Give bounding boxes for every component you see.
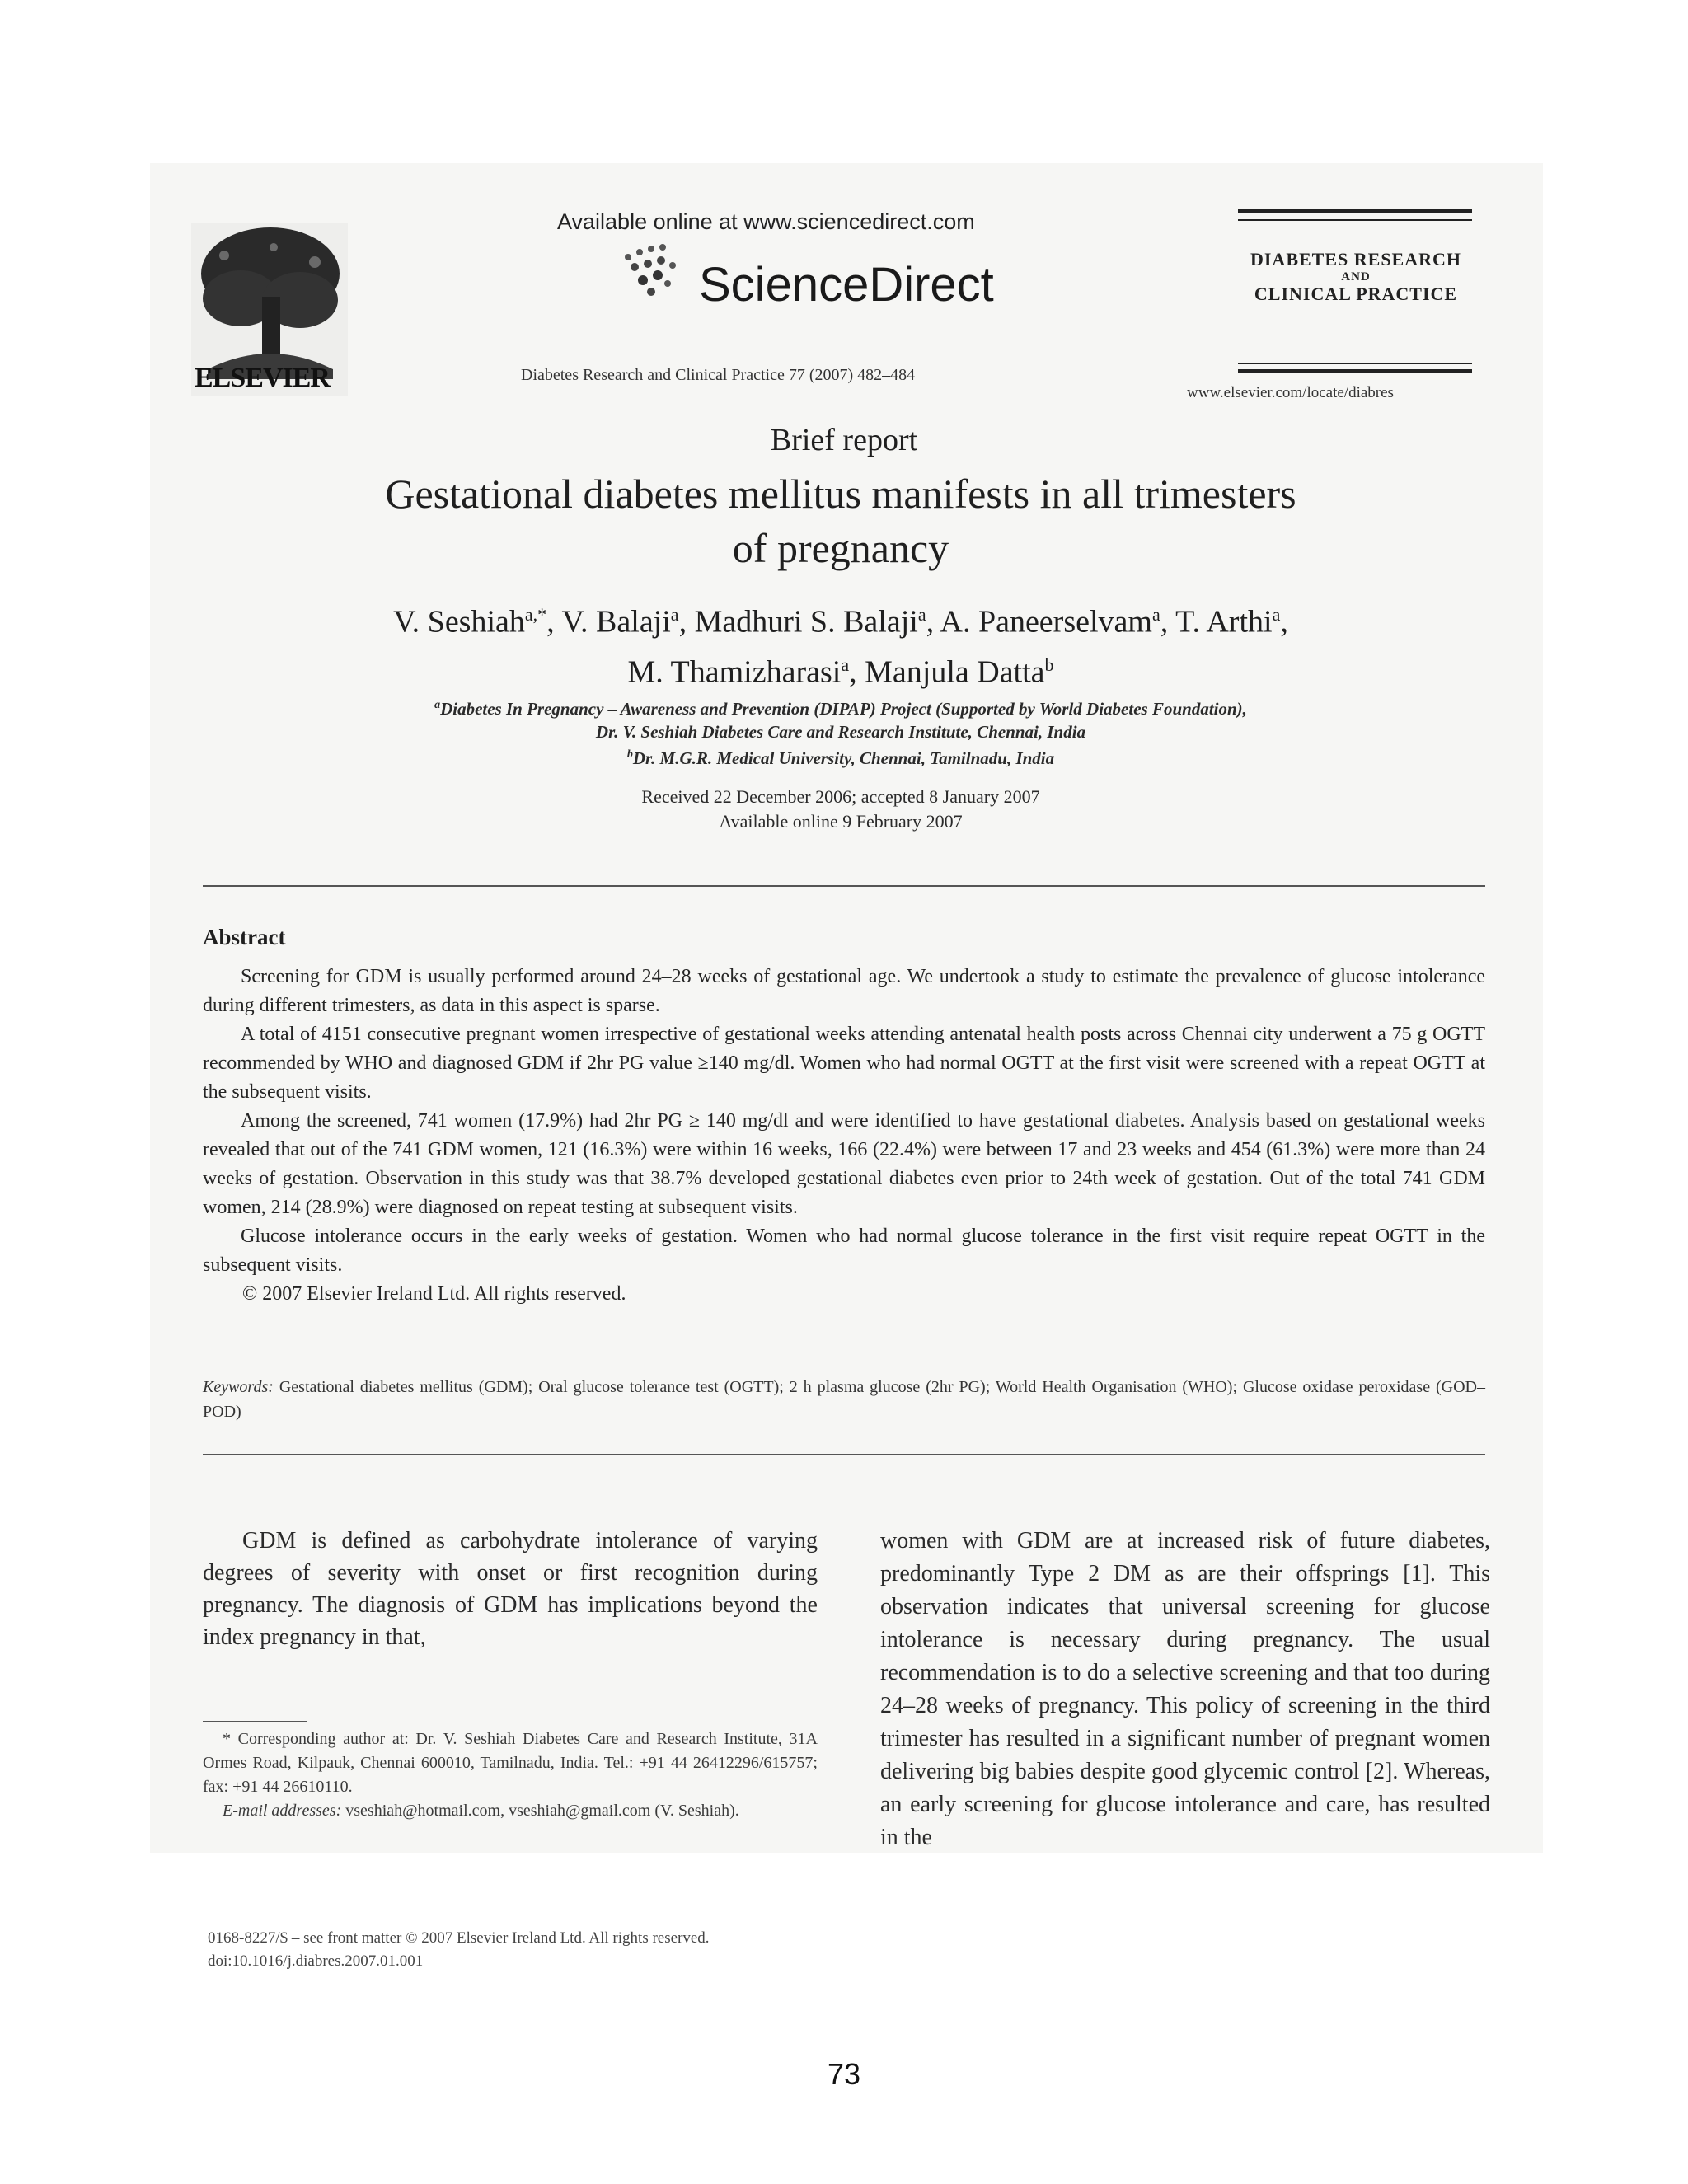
issn-line: 0168-8227/$ – see front matter © 2007 Elsevier Ireland Ltd. All rights reserved. <box>208 1929 710 1947</box>
journal-citation: Diabetes Research and Clinical Practice 77 (2007) 482–484 <box>521 366 916 384</box>
journal-badge-line2: AND <box>1341 270 1371 284</box>
keywords-label: Keywords: <box>203 1378 274 1396</box>
journal-badge <box>1236 249 1475 305</box>
journal-url: www.elsevier.com/locate/diabres <box>1187 384 1394 401</box>
affiliation-a-line-2: Dr. V. Seshiah Diabetes Care and Research Institute, Chennai, India <box>595 722 1086 742</box>
received-date: Received 22 December 2006; accepted 8 January 2007 <box>641 786 1040 807</box>
title-line-2: of pregnancy <box>732 525 950 571</box>
author-name: M. Thamizharasi <box>627 654 842 690</box>
abstract-paragraph: Glucose intolerance occurs in the early weeks of gestation. Women who had normal glucose tolerance in the first visit require repeat OGTT in the subsequent visits. <box>203 1226 1485 1276</box>
author-name: V. Balaji <box>561 604 671 640</box>
article-type: Brief report <box>770 423 918 457</box>
abstract-paragraph: Among the screened, 741 women (17.9%) had 2hr PG ≥ 140 mg/dl and were identified to have gestational diabetes. Analysis based on gestational weeks revealed that out of the 741 GDM women, 121 (16.3%) were within 16 weeks, 166 (22.4%) were between 17 and 23 weeks and 454 (61.3%) were more than 24 weeks of gestation. Observation in this study was that 38.7% developed gestational diabetes even prior to 24th week of gestation. Out of the total 741 GDM women, 214 (28.9%) were diagnosed on repeat testing at subsequent visits. <box>203 1110 1485 1218</box>
author-affil-mark: a <box>841 654 850 675</box>
body-right-column <box>880 1525 1490 1854</box>
footnote-email <box>203 1799 818 1823</box>
doi-line: doi:10.1016/j.diabres.2007.01.001 <box>208 1952 424 1970</box>
footnote-email-text: vseshiah@hotmail.com, vseshiah@gmail.com (V. Seshiah). <box>341 1802 739 1820</box>
abstract-body <box>203 963 1485 1309</box>
author-name: Manjula Datta <box>865 654 1045 690</box>
author-affil-mark: b <box>1044 654 1054 675</box>
corresponding-author-footnote <box>203 1727 818 1823</box>
author-affil-mark: a <box>670 604 679 625</box>
affiliations <box>247 694 1434 770</box>
body-paragraph: women with GDM are at increased risk of future diabetes, predominantly Type 2 DM as are their offsprings [1]. This observation indicates that universal screening for glucose intolerance is necessary during pregnancy. The usual recommendation is to do a selective screening and that too during 24–28 weeks of pregnancy. This policy of screening in the third trimester has resulted in a significant number of pregnant women delivering big babies despite good glycemic control [2]. Whereas, an early screening for glucose intolerance and care, has resulted in the <box>880 1528 1490 1850</box>
author-separator: , <box>926 604 940 640</box>
page-number: 73 <box>827 2057 861 2091</box>
author-name: A. Paneerselvam <box>940 604 1152 640</box>
badge-top-rule-thin <box>1238 219 1472 221</box>
footnote-rule <box>203 1721 307 1722</box>
body-left-column <box>203 1525 818 1653</box>
badge-bottom-rule <box>1238 369 1472 373</box>
journal-badge-line1: DIABETES RESEARCH <box>1250 249 1461 269</box>
author-line-2 <box>247 644 1434 694</box>
author-name: Madhuri S. Balaji <box>694 604 918 640</box>
author-affil-mark: a <box>917 604 926 625</box>
footnote-email-label: E-mail addresses: <box>223 1802 342 1820</box>
author-affil-mark: a,* <box>524 604 547 625</box>
affiliation-a: $^a$Diabetes In Pregnancy – Awareness and Prevention (DIPAP) Project (Supported by World Diabetes Foundation), <box>434 699 1247 719</box>
abstract-heading: Abstract <box>203 925 286 949</box>
author-affil-mark: a <box>1272 604 1281 625</box>
available-online-text: Available online at www.sciencedirect.com <box>557 209 975 234</box>
abstract-copyright: © 2007 Elsevier Ireland Ltd. All rights reserved. <box>242 1283 626 1305</box>
abstract-top-rule <box>203 885 1485 887</box>
author-separator: , <box>1160 604 1176 640</box>
sciencedirect-logo-text: ScienceDirect <box>699 258 994 312</box>
elsevier-wordmark: ELSEVIER <box>195 363 330 393</box>
article-title <box>264 466 1418 575</box>
front-matter-footer <box>208 1927 710 1973</box>
article-dates <box>247 785 1434 834</box>
author-affil-mark: a <box>1151 604 1160 625</box>
title-line-1: Gestational diabetes mellitus manifests in all trimesters <box>385 471 1296 517</box>
abstract-paragraph: A total of 4151 consecutive pregnant women irrespective of gestational weeks attending antenatal health posts across Chennai city underwent a 75 g OGTT recommended by WHO and diagnosed GDM if 2hr PG value ≥140 mg/dl. Women who had normal OGTT at the first visit were screened with a repeat OGTT at the subsequent visits. <box>203 1024 1485 1103</box>
journal-badge-line3: CLINICAL PRACTICE <box>1254 284 1458 304</box>
author-separator: , <box>849 654 865 690</box>
sciencedirect-dots-icon <box>612 237 702 312</box>
footnote-corresponding: * Corresponding author at: Dr. V. Seshiah Diabetes Care and Research Institute, 31A Ormes Road, Kilpauk, Chennai 600010, Tamilnadu, India. Tel.: +91 44 26412296/615757; fax: +91 44 26610110. <box>203 1730 818 1796</box>
affiliation-a-line-1: Diabetes In Pregnancy – Awareness and Prevention (DIPAP) Project (Supported by World Diabetes Foundation), <box>440 699 1247 719</box>
author-separator: , <box>1280 604 1288 640</box>
abstract-paragraph: Screening for GDM is usually performed around 24–28 weeks of gestational age. We undertook a study to estimate the prevalence of glucose intolerance during different trimesters, as data in this aspect is sparse. <box>203 966 1485 1016</box>
author-name: T. Arthi <box>1175 604 1273 640</box>
badge-bottom-rule-thin <box>1238 363 1472 364</box>
available-date: Available online 9 February 2007 <box>719 811 963 832</box>
body-top-rule <box>203 1454 1485 1455</box>
badge-top-rule <box>1238 209 1472 213</box>
author-separator: , <box>546 604 562 640</box>
author-list <box>247 593 1434 693</box>
body-paragraph: GDM is defined as carbohydrate intolerance of varying degrees of severity with onset or first recognition during pregnancy. The diagnosis of GDM has implications beyond the index pregnancy in that, <box>203 1528 818 1650</box>
affiliation-b-text: Dr. M.G.R. Medical University, Chennai, Tamilnadu, India <box>632 748 1055 768</box>
keywords-text: Gestational diabetes mellitus (GDM); Oral glucose tolerance test (OGTT); 2 h plasma glucose (2hr PG); World Health Organisation (WHO); Glucose oxidase peroxidase (GOD–POD) <box>203 1378 1485 1421</box>
author-line-1 <box>247 593 1434 644</box>
author-name: V. Seshiah <box>393 604 525 640</box>
affiliation-b: $^b$Dr. M.G.R. Medical University, Chennai, Tamilnadu, India <box>626 748 1055 768</box>
author-separator: , <box>678 604 695 640</box>
keywords <box>203 1375 1485 1424</box>
